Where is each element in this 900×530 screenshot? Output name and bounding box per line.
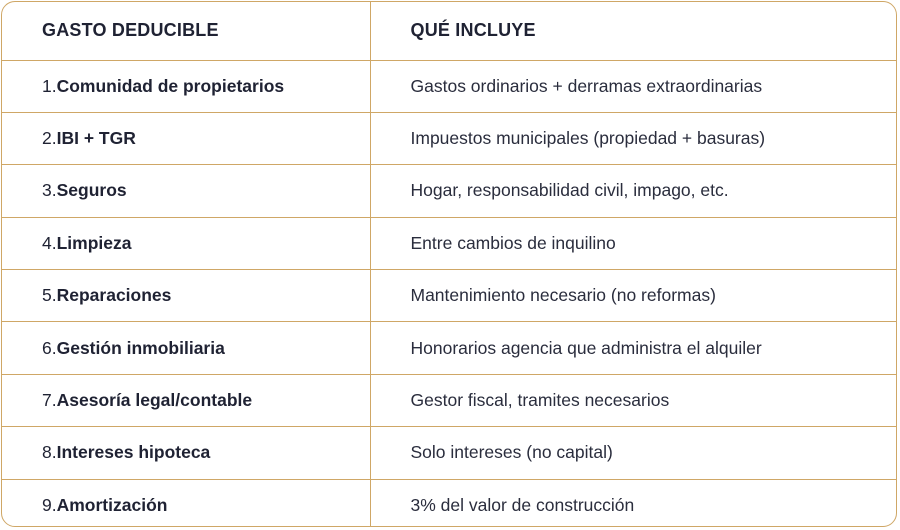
header-gasto-deducible: GASTO DEDUCIBLE xyxy=(2,2,370,60)
row-number: 5. xyxy=(42,285,57,306)
header-que-incluye: QUÉ INCLUYE xyxy=(410,20,536,41)
expense-description: Hogar, responsabilidad civil, impago, etc. xyxy=(370,165,896,217)
expense-name: Gestión inmobiliaria xyxy=(56,337,225,358)
deductible-expenses-table xyxy=(1,1,897,527)
table-row xyxy=(2,322,896,374)
expense-cell xyxy=(2,479,370,527)
expense-name: Limpieza xyxy=(56,232,132,253)
expense-description: Honorarios agencia que administra el alquiler xyxy=(370,322,896,374)
expense-name: Amortización xyxy=(56,495,168,516)
expense-cell xyxy=(2,217,370,269)
expense-cell xyxy=(2,322,370,374)
row-number: 2. xyxy=(42,128,57,149)
expense-description: Entre cambios de inquilino xyxy=(370,217,896,269)
expense-name: Intereses hipoteca xyxy=(56,442,211,463)
table-row xyxy=(2,374,896,426)
row-number: 4. xyxy=(42,232,57,253)
table-row xyxy=(2,270,896,322)
expense-description: Impuestos municipales (propiedad + basuras) xyxy=(370,112,896,164)
expenses-table xyxy=(2,2,896,527)
expense-name: Reparaciones xyxy=(56,285,172,306)
expense-name: Asesoría legal/contable xyxy=(56,390,253,411)
table-row xyxy=(2,479,896,527)
expense-name: IBI + TGR xyxy=(56,128,136,149)
expense-description: Solo intereses (no capital) xyxy=(370,427,896,479)
expense-description: Gastos ordinarios + derramas extraordinarias xyxy=(370,60,896,112)
table-row xyxy=(2,217,896,269)
table-header-row xyxy=(2,2,896,60)
expense-cell xyxy=(2,270,370,322)
expense-cell xyxy=(2,374,370,426)
row-number: 9. xyxy=(42,495,57,516)
expense-cell xyxy=(2,165,370,217)
expense-name: Seguros xyxy=(56,180,127,201)
table-row xyxy=(2,165,896,217)
table-row xyxy=(2,60,896,112)
table-row xyxy=(2,112,896,164)
expense-name: Comunidad de propietarios xyxy=(56,75,285,96)
row-number: 1. xyxy=(42,75,57,96)
expense-cell xyxy=(2,112,370,164)
row-number: 3. xyxy=(42,180,57,201)
expense-description: Gestor fiscal, tramites necesarios xyxy=(370,374,896,426)
row-number: 8. xyxy=(42,442,57,463)
expense-description: Mantenimiento necesario (no reformas) xyxy=(370,270,896,322)
table-row xyxy=(2,427,896,479)
row-number: 6. xyxy=(42,337,57,358)
row-number: 7. xyxy=(42,390,57,411)
expense-description: 3% del valor de construcción xyxy=(370,479,896,527)
expense-cell xyxy=(2,427,370,479)
expense-cell xyxy=(2,60,370,112)
